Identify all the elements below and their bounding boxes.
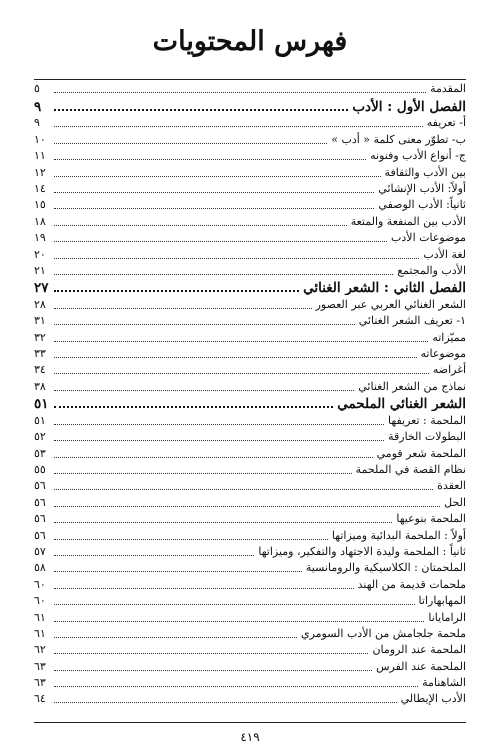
toc-entry — [34, 461, 466, 477]
toc-entry-title: ١- تعريف الشعر الغنائي — [358, 314, 466, 328]
toc-entry — [34, 229, 466, 245]
dot-leader — [54, 670, 372, 671]
toc-entry — [34, 690, 466, 706]
toc-entry-title: الحل — [444, 495, 466, 509]
dot-leader — [54, 457, 373, 458]
toc-entry — [34, 493, 466, 509]
toc-entry — [34, 444, 466, 460]
toc-entry-page: ٥٦ — [34, 495, 46, 509]
toc-entry-page: ٥٦ — [34, 512, 46, 526]
toc-entry-page: ٣٢ — [34, 330, 46, 344]
dot-leader — [54, 192, 374, 193]
toc-entry-page: ٥٧ — [34, 544, 46, 558]
toc-entry-page: ٢٠ — [34, 247, 46, 261]
toc-entry-title: ب- تطوّر معنى كلمة « أدب » — [331, 132, 466, 146]
toc-entry — [34, 345, 466, 361]
dot-leader — [54, 176, 381, 177]
dot-leader — [54, 92, 426, 93]
toc-entry — [34, 477, 466, 493]
toc-entry — [34, 163, 466, 179]
dot-leader — [54, 621, 424, 622]
dot-leader — [54, 159, 366, 160]
dot-leader — [54, 506, 440, 507]
toc-entry-page: ١٥ — [34, 198, 46, 212]
toc-entry-title: الفصل الثاني : الشعر الغنائي — [303, 280, 466, 296]
toc-entry — [34, 80, 466, 96]
toc-entry-title: الملحمة شعر قومي — [376, 446, 466, 460]
toc-entry — [34, 361, 466, 377]
dot-leader — [54, 406, 333, 408]
dot-leader — [54, 637, 297, 638]
toc-entry-title: بين الأدب والثقافة — [384, 165, 466, 179]
toc-entry-page: ٢١ — [34, 263, 46, 277]
toc-entry-page: ٢٧ — [34, 280, 49, 296]
toc-entry-title: الملحمتان : الكلاسيكية والرومانسية — [305, 561, 466, 575]
toc-entry-title: ج- أنواع الأدب وفنونه — [370, 149, 466, 163]
toc-entry-title: الأدب الإيطالي — [400, 692, 466, 706]
toc-entry-title: أغراضه — [432, 363, 466, 377]
toc-entry-page: ٥٨ — [34, 561, 46, 575]
dot-leader — [54, 290, 299, 292]
toc-entry-title: لغة الأدب — [423, 247, 466, 261]
toc-entry — [34, 559, 466, 575]
dot-leader — [54, 390, 354, 391]
toc-entry-page: ٣١ — [34, 314, 46, 328]
toc-entry-page: ٣٣ — [34, 347, 46, 361]
dot-leader — [54, 225, 347, 226]
dot-leader — [54, 489, 433, 490]
toc-entry-page: ٦٣ — [34, 659, 46, 673]
toc-entry-page: ٢٨ — [34, 297, 46, 311]
dot-leader — [54, 588, 354, 589]
toc-entry-title: الملحمة عند الرومان — [372, 643, 466, 657]
toc-entry-title: ثانياً: الأدب الوصفي — [378, 198, 466, 212]
toc-entry-page: ٦٣ — [34, 676, 46, 690]
dot-leader — [54, 274, 393, 275]
toc-entry-page: ٥ — [34, 82, 40, 96]
toc-entry — [34, 295, 466, 311]
toc-entry-title: المهابهاراتا — [418, 594, 466, 608]
toc-entry-title: العقدة — [437, 479, 466, 493]
dot-leader — [54, 109, 348, 111]
toc-entry — [34, 411, 466, 427]
toc-entry-title: الشاهنامة — [422, 676, 466, 690]
toc-entry — [34, 575, 466, 591]
toc-entry-title: الأدب بين المنفعة والمتعة — [350, 214, 466, 228]
toc-entry-title: ملحمة جلجامش من الأدب السومري — [300, 626, 466, 640]
toc-entry-page: ٥١ — [34, 413, 46, 427]
toc-entry-page: ٦١ — [34, 626, 46, 640]
toc-entry-title: موضوعاته — [420, 347, 466, 361]
toc-entry-title: البطولات الخارقة — [388, 430, 466, 444]
toc-entry — [34, 212, 466, 228]
dot-leader — [54, 308, 312, 309]
dot-leader — [54, 653, 368, 654]
toc-entry-title: المقدمة — [430, 82, 466, 96]
toc-entry-page: ٥٦ — [34, 479, 46, 493]
toc-entry-page: ٥٥ — [34, 462, 46, 476]
toc-entry-page: ٦٤ — [34, 692, 46, 706]
toc-entry-page: ١٩ — [34, 231, 46, 245]
toc-entry-title: الشعر الغنائي الملحمي — [337, 396, 466, 412]
toc-entry-title: أولاً: الأدب الإنشائي — [378, 181, 466, 195]
dot-leader — [54, 126, 423, 127]
toc-entry-page: ١٢ — [34, 165, 46, 179]
toc-entry-title: الملحمة بنوعيها — [396, 512, 466, 526]
dot-leader — [54, 324, 355, 325]
dot-leader — [54, 702, 397, 703]
toc-entry — [34, 262, 466, 278]
toc-entry — [34, 377, 466, 393]
toc-entry-title: الأدب والمجتمع — [397, 263, 466, 277]
toc-entry-title: أولاً : الملحمة البدائية وميزاتها — [331, 528, 466, 542]
dot-leader — [54, 424, 384, 425]
dot-leader — [54, 373, 429, 374]
dot-leader — [54, 440, 384, 441]
toc-entry — [34, 428, 466, 444]
toc-entry-page: ٣٤ — [34, 363, 46, 377]
toc-entry — [34, 114, 466, 130]
toc-entry — [34, 526, 466, 542]
toc-entry-page: ١١ — [34, 149, 46, 163]
toc-entry-page: ٣٨ — [34, 379, 46, 393]
toc-chapter-heading — [34, 394, 466, 412]
dot-leader — [54, 539, 328, 540]
toc-entry — [34, 180, 466, 196]
toc-entry-title: الملحمة : تعريفها — [388, 413, 466, 427]
toc-entry-page: ١٨ — [34, 214, 46, 228]
bottom-rule — [34, 722, 466, 723]
toc-entry-title: الشعر الغنائي العربي عبر العصور — [315, 297, 466, 311]
toc-entry — [34, 657, 466, 673]
toc-entry-page: ٥٦ — [34, 528, 46, 542]
toc-entry-page: ٥٣ — [34, 446, 46, 460]
toc-entry — [34, 147, 466, 163]
toc-entry-title: موضوعات الأدب — [391, 231, 466, 245]
dot-leader — [54, 473, 352, 474]
toc-entry — [34, 245, 466, 261]
toc-entry-title: الرامايانا — [428, 610, 466, 624]
toc-entry-page: ٩ — [34, 116, 40, 130]
toc-entry-title: الملحمة عند الفرس — [376, 659, 466, 673]
toc-entry-page: ٩ — [34, 98, 42, 114]
dot-leader — [54, 208, 374, 209]
toc-entry-page: ١٤ — [34, 181, 46, 195]
toc-entry — [34, 608, 466, 624]
toc-entry — [34, 641, 466, 657]
toc-entry-page: ٥٢ — [34, 430, 46, 444]
page-title: فهرس المحتويات — [152, 26, 348, 57]
dot-leader — [54, 143, 327, 144]
toc-entry-title: نماذج من الشعر الغنائي — [358, 379, 466, 393]
toc-entry-title: مميّزاته — [432, 330, 466, 344]
toc-entry-page: ٦١ — [34, 610, 46, 624]
toc-entry-title: ثانياً : الملحمة وليدة الاجتهاد والتفكير، وميزاتها — [258, 544, 466, 558]
toc-entry — [34, 674, 466, 690]
toc-entry — [34, 196, 466, 212]
dot-leader — [54, 604, 415, 605]
toc-entry — [34, 510, 466, 526]
toc-entry-title: نظام القصة في الملحمة — [355, 462, 466, 476]
toc-entry-title: ملحمات قديمة من الهند — [357, 577, 466, 591]
dot-leader — [54, 522, 392, 523]
dot-leader — [54, 341, 428, 342]
dot-leader — [54, 555, 254, 556]
toc-entry-page: ١٠ — [34, 132, 46, 146]
toc-entry-page: ٦٢ — [34, 643, 46, 657]
dot-leader — [54, 241, 387, 242]
toc-entry — [34, 130, 466, 146]
toc-chapter-heading — [34, 96, 466, 114]
page-number: ٤١٩ — [240, 730, 260, 744]
dot-leader — [54, 571, 302, 572]
dot-leader — [54, 686, 418, 687]
table-of-contents — [34, 80, 466, 706]
toc-entry-page: ٦٠ — [34, 577, 46, 591]
dot-leader — [54, 357, 417, 358]
dot-leader — [54, 258, 419, 259]
toc-entry-page: ٦٠ — [34, 594, 46, 608]
toc-entry — [34, 543, 466, 559]
toc-entry — [34, 328, 466, 344]
toc-entry-title: أ- تعريفه — [426, 116, 466, 130]
toc-entry — [34, 625, 466, 641]
toc-entry-page: ٥١ — [34, 396, 49, 412]
toc-entry — [34, 592, 466, 608]
toc-entry — [34, 312, 466, 328]
toc-entry-title: الفصل الأول : الأدب — [352, 98, 466, 114]
toc-chapter-heading — [34, 278, 466, 296]
